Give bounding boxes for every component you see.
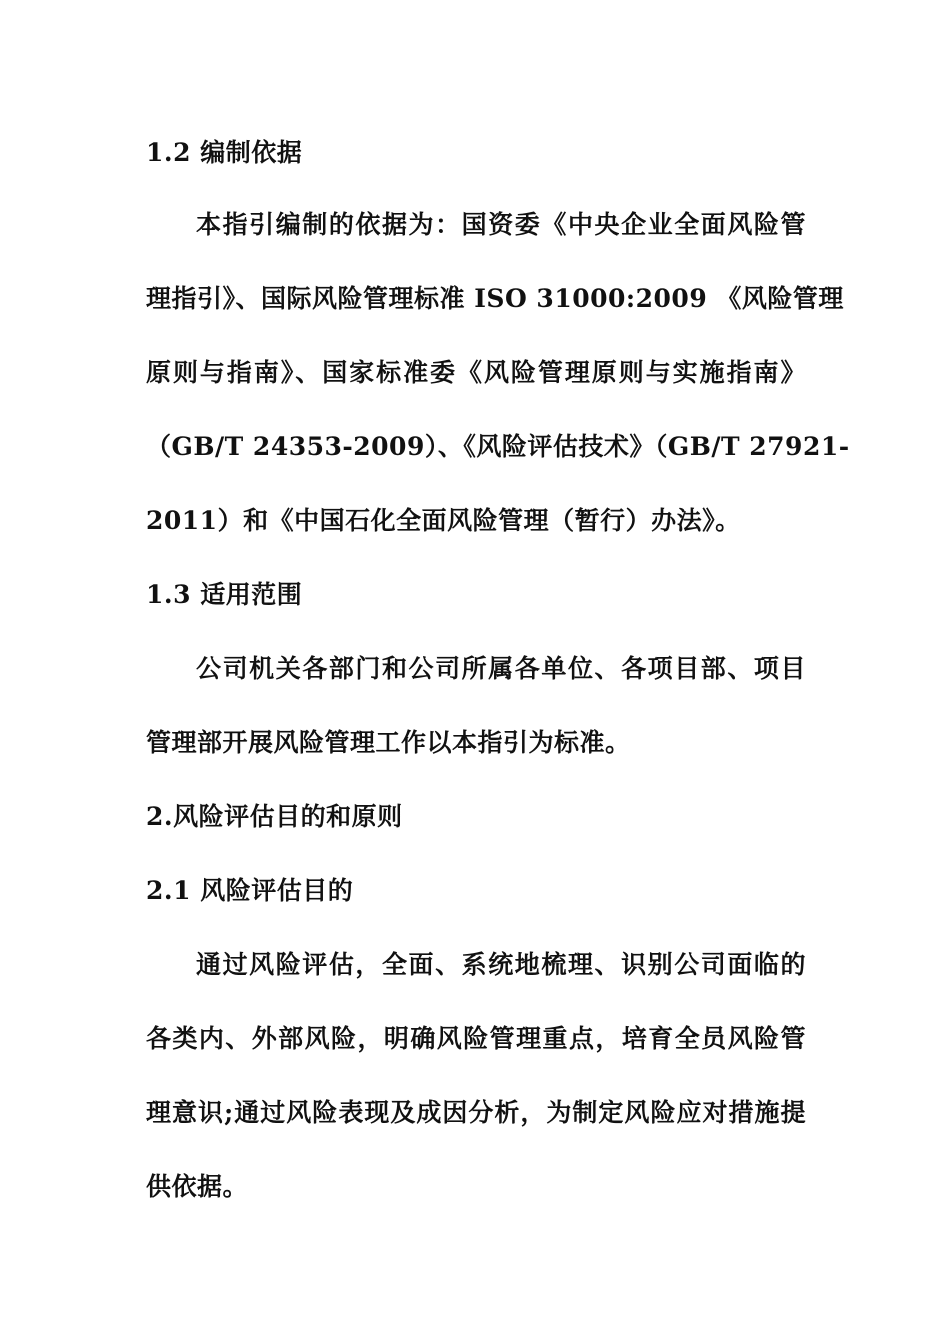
paragraph-line: 理指引》、国际风险管理标准 ISO 31000:2009 《风险管理 [146, 284, 844, 313]
paragraph-line: 各类内、外部风险，明确风险管理重点，培育全员风险管 [146, 1024, 806, 1053]
heading-2: 2.风险评估目的和原则 [146, 802, 403, 831]
heading-2-1: 2.1 风险评估目的 [146, 876, 354, 905]
paragraph-line: 公司机关各部门和公司所属各单位、各项目部、项目 [196, 654, 806, 683]
paragraph-line: 原则与指南》、国家标准委《风险管理原则与实施指南》 [146, 358, 806, 387]
paragraph-line: （GB/T 24353-2009）、《风险评估技术》（GB/T 27921- [146, 432, 850, 461]
heading-1-3: 1.3 适用范围 [146, 580, 303, 609]
heading-1-2: 1.2 编制依据 [146, 138, 303, 167]
paragraph-line: 本指引编制的依据为：国资委《中央企业全面风险管 [196, 210, 806, 239]
paragraph-line: 管理部开展风险管理工作以本指引为标准。 [146, 728, 631, 757]
paragraph-line: 供依据。 [146, 1172, 249, 1201]
paragraph-line: 通过风险评估，全面、系统地梳理、识别公司面临的 [196, 950, 806, 979]
paragraph-line: 理意识;通过风险表现及成因分析，为制定风险应对措施提 [146, 1098, 806, 1127]
paragraph-line: 2011）和《中国石化全面风险管理（暂行）办法》。 [146, 506, 741, 535]
